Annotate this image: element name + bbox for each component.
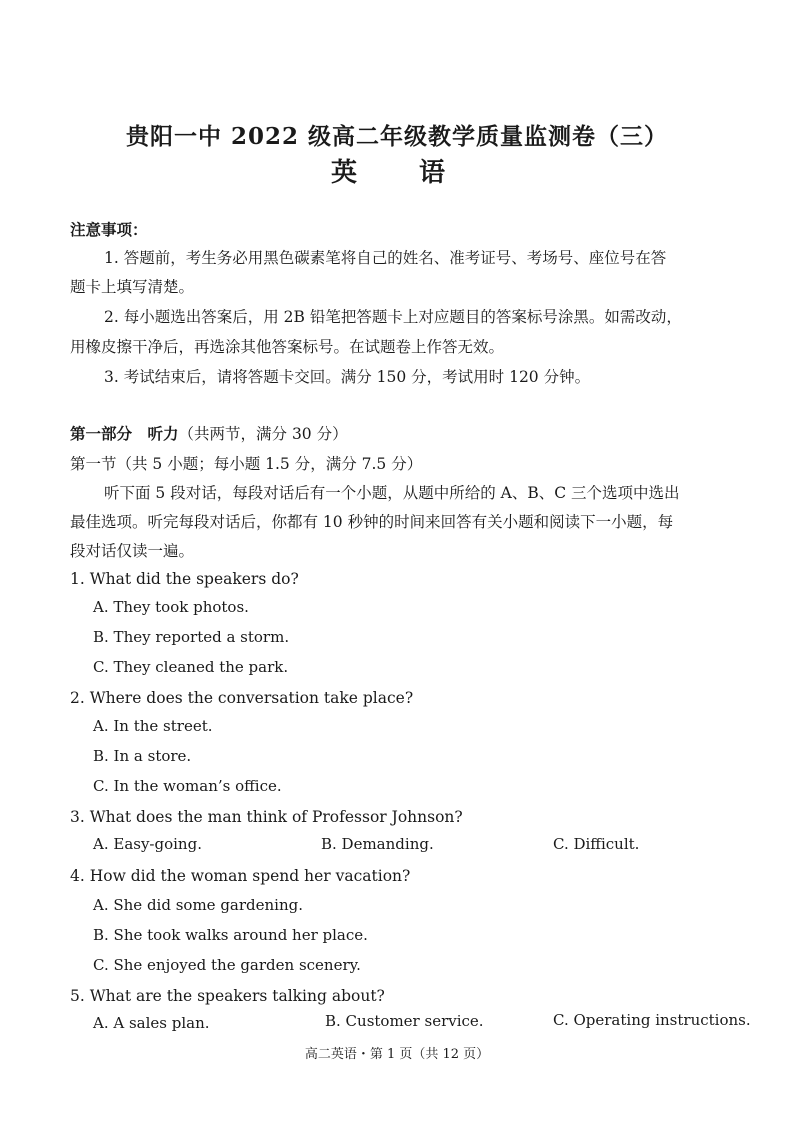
question-5-option-c: C. Operating instructions. <box>553 1011 751 1029</box>
instruction-line-1: 听下面 5 段对话，每段对话后有一个小题，从题中所给的 A、B、C 三个选项中选出 <box>104 484 680 502</box>
section1-heading: 第一节（共 5 小题；每小题 1.5 分，满分 7.5 分） <box>70 455 423 473</box>
question-2-stem: 2. Where does the conversation take place? <box>70 689 414 707</box>
notice-line-2: 题卡上填写清楚。 <box>70 278 195 296</box>
question-5-option-b: B. Customer service. <box>325 1012 484 1030</box>
question-3-option-a: A. Easy-going. <box>93 835 202 853</box>
question-1-option-b: B. They reported a storm. <box>93 628 290 646</box>
question-4-stem: 4. How did the woman spend her vacation? <box>70 867 411 885</box>
question-1-option-c: C. They cleaned the park. <box>93 658 289 676</box>
notice-line-3: 2. 每小题选出答案后，用 2B 铅笔把答题卡上对应题目的答案标号涂黑。如需改动， <box>104 308 682 326</box>
question-4-option-c: C. She enjoyed the garden scenery. <box>93 956 361 974</box>
subject-title: 英 语 <box>330 158 463 188</box>
question-3-option-c: C. Difficult. <box>553 835 640 853</box>
question-5-stem: 5. What are the speakers talking about? <box>70 987 385 1005</box>
question-2-option-b: B. In a store. <box>93 747 192 765</box>
question-3-stem: 3. What does the man think of Professor Johnson? <box>70 808 463 826</box>
notice-line-4: 用橡皮擦干净后，再选涂其他答案标号。在试题卷上作答无效。 <box>70 338 505 356</box>
part1-heading: 第一部分 听力 <box>70 424 179 443</box>
notice-line-1: 1. 答题前，考生务必用黑色碳素笔将自己的姓名、准考证号、考场号、座位号在答 <box>104 249 667 267</box>
question-4-option-a: A. She did some gardening. <box>93 896 303 914</box>
question-2-option-a: A. In the street. <box>93 717 213 735</box>
question-3-option-b: B. Demanding. <box>321 835 434 853</box>
part1-heading-note: （共两节，满分 30 分） <box>178 425 348 443</box>
notice-line-5: 3. 考试结束后，请将答题卡交回。满分 150 分，考试用时 120 分钟。 <box>104 368 591 386</box>
question-2-option-c: C. In the woman’s office. <box>93 777 282 795</box>
page-footer: 高二英语・第 1 页（共 12 页） <box>304 1047 490 1062</box>
question-1-stem: 1. What did the speakers do? <box>70 570 299 588</box>
question-4-option-b: B. She took walks around her place. <box>93 926 368 944</box>
notice-heading: 注意事项： <box>70 220 148 239</box>
instruction-line-3: 段对话仅读一遍。 <box>70 542 195 560</box>
part1-heading-row <box>70 423 746 445</box>
question-5-option-a: A. A sales plan. <box>93 1014 210 1032</box>
question-1-option-a: A. They took photos. <box>93 598 249 616</box>
instruction-line-2: 最佳选项。听完每段对话后，你都有 10 秒钟的时间来回答有关小题和阅读下一小题，每 <box>70 513 674 531</box>
exam-title: 贵阳一中 2022 级高二年级教学质量监测卷（三） <box>125 123 669 150</box>
